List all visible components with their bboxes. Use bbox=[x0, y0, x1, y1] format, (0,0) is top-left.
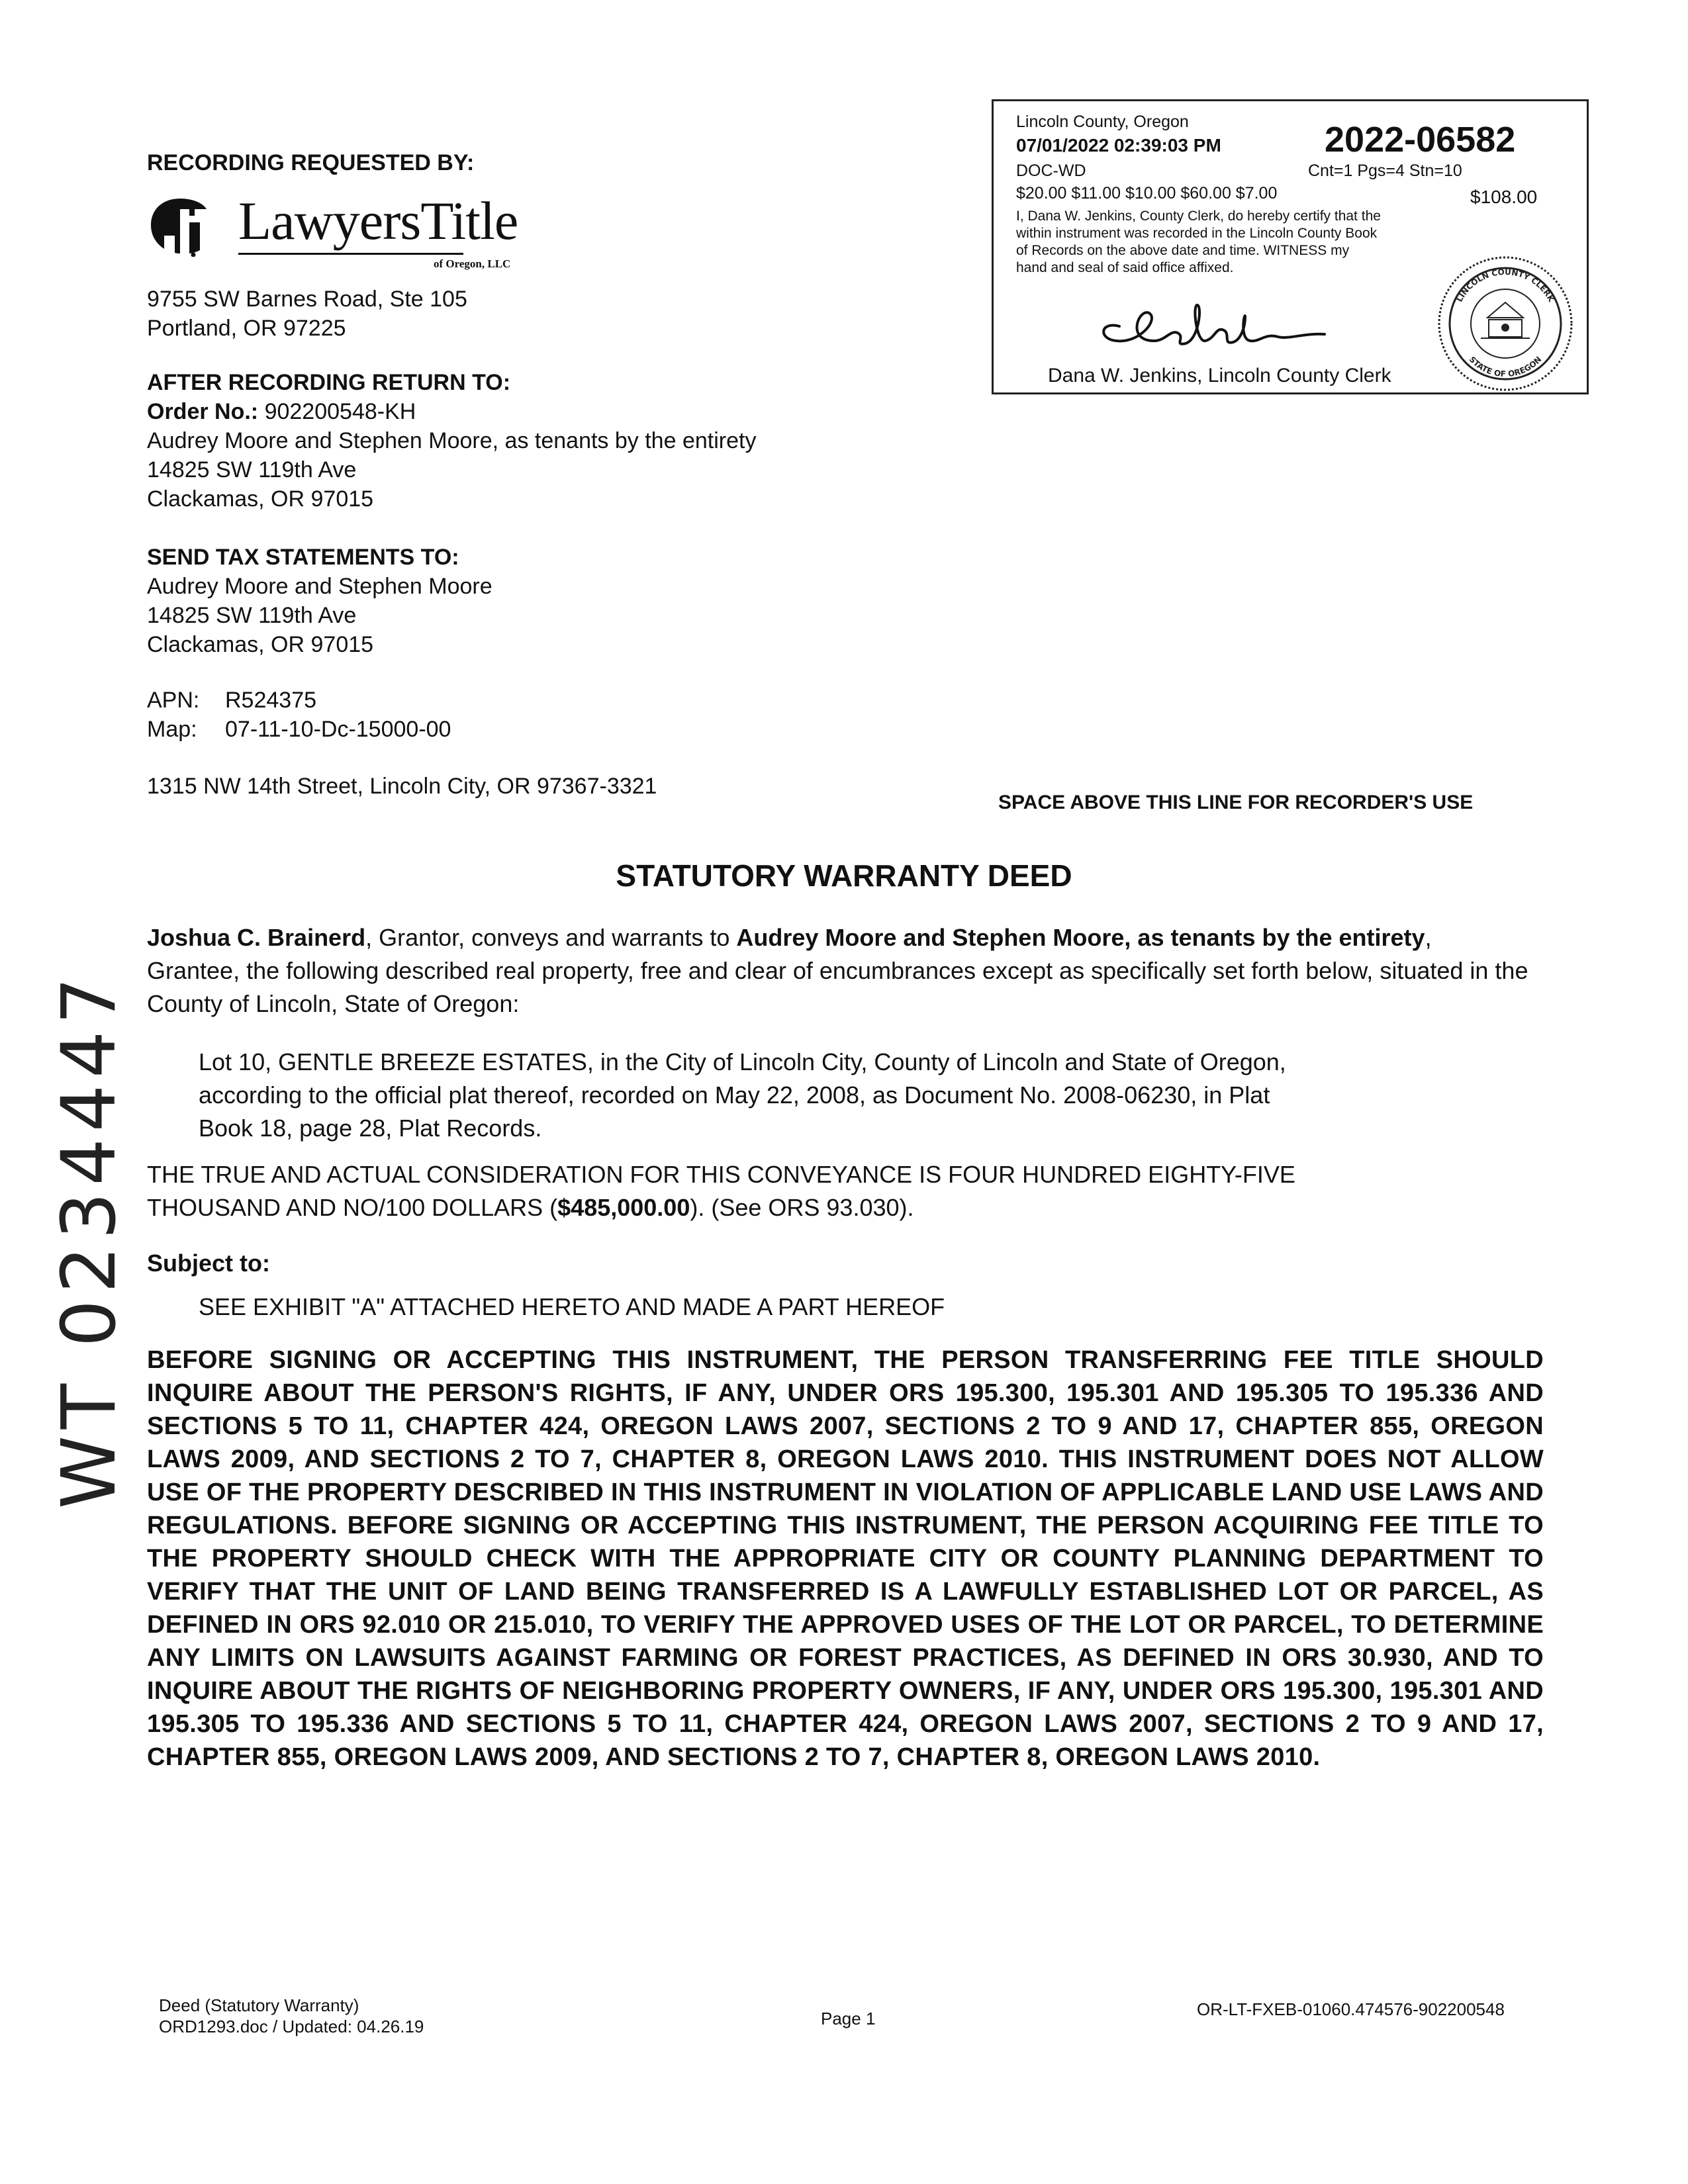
after-recording-heading: AFTER RECORDING RETURN TO: bbox=[147, 370, 511, 395]
return-to-street: 14825 SW 119th Ave bbox=[147, 457, 357, 482]
clerk-signature-icon bbox=[1086, 293, 1338, 366]
deed-intro-mid: , Grantor, conveys and warrants to bbox=[365, 924, 737, 951]
return-to-name: Audrey Moore and Stephen Moore, as tenants by the entirety bbox=[147, 428, 757, 453]
stamp-county: Lincoln County, Oregon bbox=[1016, 113, 1189, 131]
stamp-cert-line4: hand and seal of said office affixed. bbox=[1016, 260, 1234, 275]
tax-statements-heading: SEND TAX STATEMENTS TO: bbox=[147, 545, 459, 570]
footer-reference: OR-LT-FXEB-01060.474576-902200548 bbox=[1197, 1999, 1505, 2019]
stamp-clerk-name: Dana W. Jenkins, Lincoln County Clerk bbox=[1048, 365, 1391, 387]
map-value: 07-11-10-Dc-15000-00 bbox=[225, 717, 451, 742]
order-number bbox=[147, 397, 416, 426]
consideration-text-b: ). (See ORS 93.030). bbox=[690, 1194, 914, 1221]
exhibit-reference: SEE EXHIBIT "A" ATTACHED HERETO AND MADE A PART HEREOF bbox=[199, 1293, 945, 1320]
footer-page: Page 1 bbox=[821, 2009, 876, 2028]
company-address-line2: Portland, OR 97225 bbox=[147, 316, 346, 341]
stamp-doc-type: DOC-WD bbox=[1016, 161, 1086, 180]
tax-to-city: Clackamas, OR 97015 bbox=[147, 632, 374, 657]
deed-intro-end: , Grantee, the following described real property, free and clear of encumbrances except as specifically set forth below, situated in the County of Lincoln, State of Oregon: bbox=[147, 924, 1528, 1017]
stamp-datetime: 07/01/2022 02:39:03 PM bbox=[1016, 135, 1221, 156]
stamp-cert-line3: of Records on the above date and time. WITNESS my bbox=[1016, 243, 1350, 258]
subject-to-heading: Subject to: bbox=[147, 1250, 270, 1277]
stamp-doc-number: 2022-06582 bbox=[1325, 120, 1516, 159]
apn-value: R524375 bbox=[225, 688, 317, 713]
legal-line1: Lot 10, GENTLE BREEZE ESTATES, in the City of Lincoln City, County of Lincoln and State of Oregon, bbox=[199, 1048, 1286, 1075]
consideration-line2 bbox=[147, 1191, 914, 1224]
footer-form-file: ORD1293.doc / Updated: 04.26.19 bbox=[159, 2017, 424, 2036]
order-number-label: Order No.: bbox=[147, 399, 259, 424]
company-address-line1: 9755 SW Barnes Road, Ste 105 bbox=[147, 287, 467, 312]
company-subtitle: of Oregon, LLC bbox=[434, 257, 511, 270]
stamp-cert-line2: within instrument was recorded in the Lincoln County Book bbox=[1016, 226, 1378, 241]
grantor-name: Joshua C. Brainerd bbox=[147, 924, 366, 951]
apn-label: APN: bbox=[147, 688, 200, 713]
recorder-space-note: SPACE ABOVE THIS LINE FOR RECORDER'S USE bbox=[998, 792, 1474, 813]
logo-divider bbox=[238, 253, 463, 255]
stamp-cert-line1: I, Dana W. Jenkins, County Clerk, do hereby certify that the bbox=[1016, 208, 1381, 224]
consideration-amount: $485,000.00 bbox=[557, 1194, 690, 1221]
stamp-fees: $20.00 $11.00 $10.00 $60.00 $7.00 bbox=[1016, 184, 1278, 203]
tax-to-name: Audrey Moore and Stephen Moore bbox=[147, 574, 492, 599]
return-to-city: Clackamas, OR 97015 bbox=[147, 486, 374, 512]
stamp-counts: Cnt=1 Pgs=4 Stn=10 bbox=[1308, 161, 1462, 180]
consideration-text-a: THOUSAND AND NO/100 DOLLARS ( bbox=[147, 1194, 558, 1221]
footer-form-name: Deed (Statutory Warranty) bbox=[159, 1995, 359, 2015]
recorder-stamp bbox=[992, 99, 1589, 394]
map-label: Map: bbox=[147, 717, 197, 742]
deed-title: STATUTORY WARRANTY DEED bbox=[616, 858, 1072, 893]
apn-line bbox=[147, 686, 316, 715]
grantee-name: Audrey Moore and Stephen Moore, as tenants by the entirety bbox=[736, 924, 1425, 951]
recording-requested-heading: RECORDING REQUESTED BY: bbox=[147, 150, 475, 175]
handwritten-margin-note: WT 0234447 bbox=[46, 970, 132, 1509]
county-seal-icon bbox=[1434, 255, 1576, 392]
company-name: LawyersTitle bbox=[238, 191, 518, 251]
order-number-value: 902200548-KH bbox=[264, 399, 416, 424]
stamp-total: $108.00 bbox=[1470, 187, 1538, 207]
legal-line2: according to the official plat thereof, recorded on May 22, 2008, as Document No. 2008-06230, in Plat bbox=[199, 1081, 1270, 1109]
svg-text:LINCOLN COUNTY CLERK: LINCOLN COUNTY CLERK bbox=[1454, 267, 1556, 304]
land-use-warning: BEFORE SIGNING OR ACCEPTING THIS INSTRUMENT, THE PERSON TRANSFERRING FEE TITLE SHOULD INQUIRE ABOUT THE PERSON'S RIGHTS, IF ANY, UNDER ORS 195.300, 195.301 AND 195.305 TO 195.336 AND SECTIONS 5 TO 11, CHAPTER 424, OREGON LAWS 2007, SECTIONS 2 TO 9 AND 17, CHAPTER 855, OREGON LAWS 2009, AND SECTIONS 2 TO 7, CHAPTER 8, OREGON LAWS 2010. THIS INSTRUMENT DOES NOT ALLOW USE OF THE PROPERTY DESCRIBED IN THIS INSTRUMENT IN VIOLATION OF APPLICABLE LAND USE LAWS AND REGULATIONS. BEFORE SIGNING OR ACCEPTING THIS INSTRUMENT, THE PERSON ACQUIRING FEE TITLE TO THE PROPERTY SHOULD CHECK WITH THE APPROPRIATE CITY OR COUNTY PLANNING DEPARTMENT TO VERIFY THAT THE UNIT OF LAND BEING TRANSFERRED IS A LAWFULLY ESTABLISHED LOT OR PARCEL, AS DEFINED IN ORS 92.010 OR 215.010, TO VERIFY THE APPROVED USES OF THE LOT OR PARCEL, TO DETERMINE ANY LIMITS ON LAWSUITS AGAINST FARMING OR FOREST PRACTICES, AS DEFINED IN ORS 30.930, AND TO INQUIRE ABOUT THE RIGHTS OF NEIGHBORING PROPERTY OWNERS, IF ANY, UNDER ORS 195.300, 195.301 AND 195.305 TO 195.336 AND SECTIONS 5 TO 11, CHAPTER 424, OREGON LAWS 2007, SECTIONS 2 TO 9 AND 17, CHAPTER 855, OREGON LAWS 2009, AND SECTIONS 2 TO 7, CHAPTER 8, OREGON LAWS 2010. bbox=[147, 1346, 1544, 1771]
map-line bbox=[147, 715, 451, 744]
svg-text:STATE OF OREGON: STATE OF OREGON bbox=[1467, 354, 1544, 379]
consideration-line1: THE TRUE AND ACTUAL CONSIDERATION FOR THIS CONVEYANCE IS FOUR HUNDRED EIGHTY-FIVE bbox=[147, 1161, 1295, 1188]
legal-line3: Book 18, page 28, Plat Records. bbox=[199, 1115, 542, 1142]
lawyers-title-logo-icon bbox=[147, 196, 213, 257]
tax-to-street: 14825 SW 119th Ave bbox=[147, 603, 357, 628]
deed-intro bbox=[147, 921, 1530, 1021]
property-address: 1315 NW 14th Street, Lincoln City, OR 97367-3321 bbox=[147, 774, 657, 799]
